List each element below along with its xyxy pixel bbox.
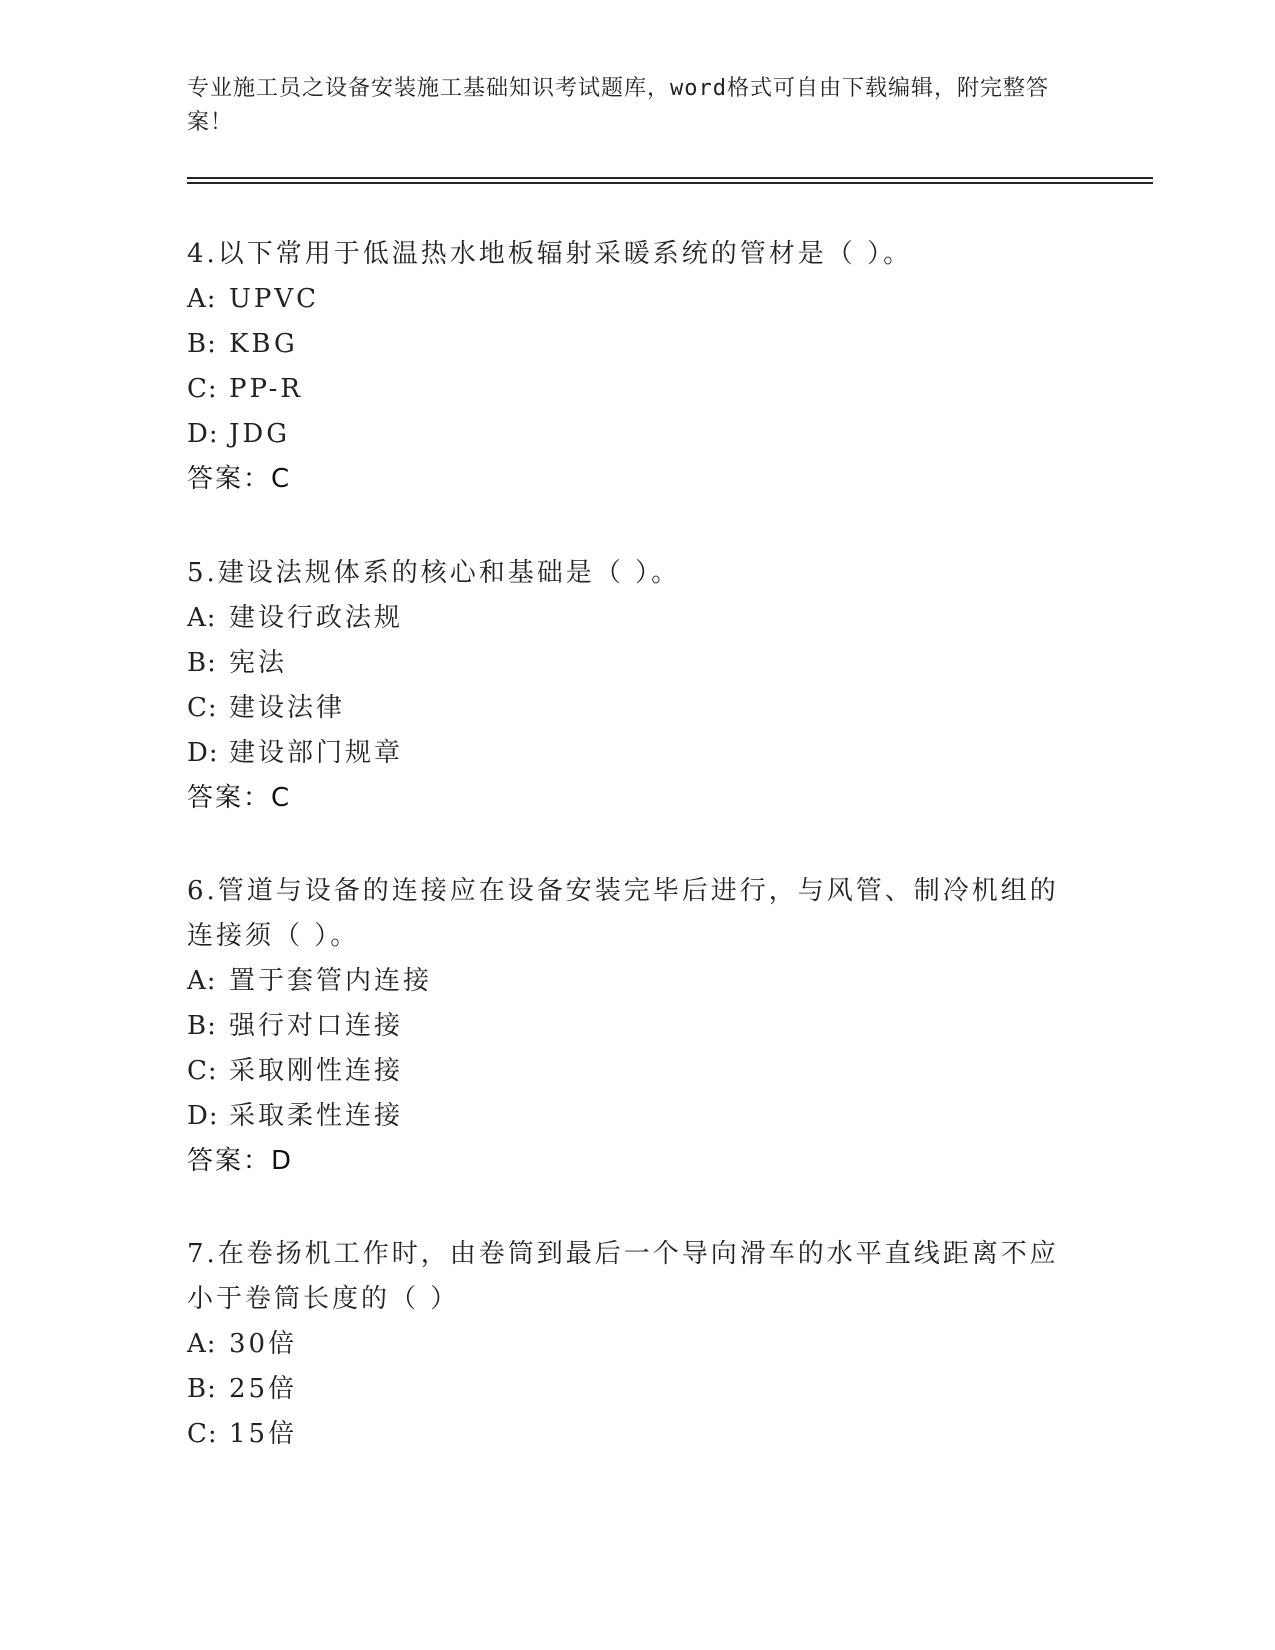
option-text: 建设部门规章 [229,738,404,768]
document-header: 专业施工员之设备安装施工基础知识考试题库，word格式可自由下载编辑，附完整答案！ [187,76,1049,135]
option-text: 30倍 [229,1329,298,1359]
option-letter: D: [187,1101,219,1131]
question-stem: 7.在卷扬机工作时，由卷筒到最后一个导向滑车的水平直线距离不应小于卷筒长度的（ ） [187,1239,1059,1314]
option-letter: C: [187,1419,218,1449]
question-stem: 5.建设法规体系的核心和基础是（ ）。 [187,558,681,588]
option-letter: B: [187,648,217,678]
option-letter: C: [187,374,218,404]
question-stem: 4.以下常用于低温热水地板辐射采暖系统的管材是（ ）。 [187,239,913,269]
option-c [187,686,1067,731]
option-a [187,959,1067,1004]
option-letter: B: [187,1374,217,1404]
option-text: JDG [229,419,291,449]
option-a [187,277,1067,322]
option-text: KBG [229,329,298,359]
option-letter: C: [187,1056,218,1086]
option-text: 采取刚性连接 [229,1056,404,1086]
option-letter: A: [187,1329,217,1359]
option-text: 采取柔性连接 [229,1101,404,1131]
option-letter: B: [187,329,217,359]
option-letter: B: [187,1011,217,1041]
option-b [187,641,1067,686]
option-text: UPVC [229,284,320,314]
option-text: 建设行政法规 [229,603,404,633]
header-divider-top [187,177,1153,179]
question-4 [187,232,1067,502]
option-letter: A: [187,284,217,314]
option-a [187,1322,1067,1367]
option-letter: A: [187,603,217,633]
option-c [187,1049,1067,1094]
option-text: 置于套管内连接 [229,966,433,996]
option-text: 25倍 [229,1374,298,1404]
answer-line: 答案：D [187,1146,294,1176]
option-text: 强行对口连接 [229,1011,404,1041]
option-d [187,412,1067,457]
option-letter: D: [187,738,219,768]
option-letter: D: [187,419,219,449]
option-c [187,367,1067,412]
option-text: 宪法 [229,648,288,678]
option-text: 建设法律 [229,693,346,723]
question-6 [187,869,1067,1184]
option-b [187,1004,1067,1049]
answer-line: 答案：C [187,464,292,494]
header-divider-bottom [187,182,1153,184]
option-text: PP-R [229,374,303,404]
option-d [187,1094,1067,1139]
option-b [187,322,1067,367]
answer-line: 答案：C [187,783,292,813]
option-text: 15倍 [229,1419,298,1449]
option-a [187,596,1067,641]
option-c [187,1412,1067,1457]
option-b [187,1367,1067,1412]
option-letter: A: [187,966,217,996]
question-7 [187,1232,1067,1457]
option-letter: C: [187,693,218,723]
option-d [187,731,1067,776]
question-stem: 6.管道与设备的连接应在设备安装完毕后进行，与风管、制冷机组的连接须（ ）。 [187,876,1059,951]
question-5 [187,551,1067,821]
